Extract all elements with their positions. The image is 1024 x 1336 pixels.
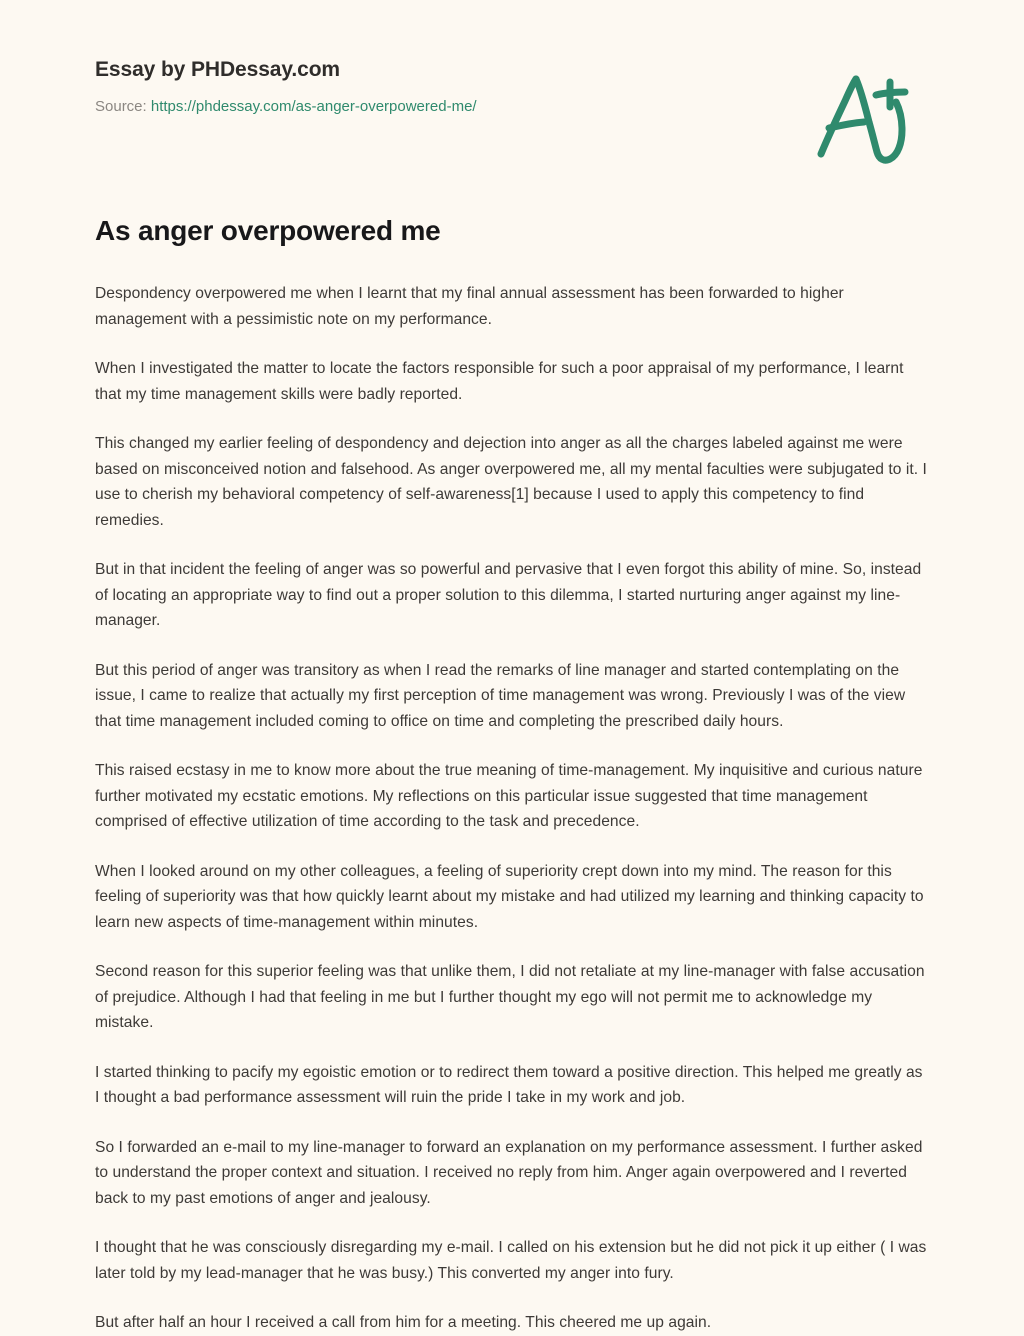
- paragraph: I thought that he was consciously disregarding my e-mail. I called on his extension but he did not pick it up either ( I was later told by my lead-manager that he was busy.) This converted my anger into fury.: [95, 1239, 927, 1282]
- brand-title: Essay by PHDessay.com: [95, 58, 340, 81]
- paragraph: When I looked around on my other colleagues, a feeling of superiority crept down into my mind. The reason for this feeling of superiority was that how quickly learnt about my mistake and had utilized my learning and thinking capacity to learn new aspects of time-management within minutes.: [95, 862, 924, 931]
- paragraph: Despondency overpowered me when I learnt that my final annual assessment has been forwarded to higher management with a pessimistic note on my performance.: [95, 285, 844, 328]
- brand-block: [95, 55, 715, 118]
- paragraph: Second reason for this superior feeling was that unlike them, I did not retaliate at my line-manager with false accusation of prejudice. Although I had that feeling in me but I further thought my ego will not permit me to acknowledge my mistake.: [95, 963, 925, 1031]
- paragraph: But after half an hour I received a call from him for a meeting. This cheered me up again.: [95, 1314, 712, 1331]
- document-header: [0, 0, 1024, 180]
- a-plus-logo-glyph: [812, 66, 912, 166]
- article-body: [95, 281, 931, 1336]
- paragraph: But this period of anger was transitory as when I read the remarks of line manager and started contemplating on the issue, I came to realize that actually my first perception of time management was wrong. Previously I was of the view that time management included coming to office on time and completing the prescribed daily hours.: [95, 661, 906, 730]
- paragraph: So I forwarded an e-mail to my line-manager to forward an explanation on my performance assessment. I further asked to understand the proper context and situation. I received no reply from him. Anger again overpowered and I reverted back to my past emotions of anger and jealousy.: [95, 1138, 923, 1207]
- paragraph: But in that incident the feeling of anger was so powerful and pervasive that I even forgot this ability of mine. So, instead of locating an appropriate way to find out a proper solution to this dilemma, I started nurturing anger against my line-manager.: [95, 561, 922, 629]
- article: [95, 213, 931, 1336]
- phdessay-a-plus-logo-icon[interactable]: [812, 66, 912, 166]
- page-title: As anger overpowered me: [95, 215, 441, 246]
- paragraph: When I investigated the matter to locate the factors responsible for such a poor appraisal of my performance, I learnt that my time management skills were badly reported.: [95, 360, 904, 403]
- source-url-link[interactable]: https://phdessay.com/as-anger-overpowered-me/: [150, 98, 477, 115]
- paragraph: This raised ecstasy in me to know more about the true meaning of time-management. My inquisitive and curious nature further motivated my ecstatic emotions. My reflections on this particular issue suggested that time management comprised of effective utilization of time according to the task and precedence.: [95, 762, 923, 830]
- paragraph: I started thinking to pacify my egoistic emotion or to redirect them toward a positive direction. This helped me greatly as I thought a bad performance assessment will ruin the pride I take in my work and job.: [95, 1063, 923, 1106]
- source-label: Source:: [95, 98, 147, 115]
- source-line: [95, 96, 715, 118]
- paragraph: This changed my earlier feeling of despondency and dejection into anger as all the charges labeled against me were based on misconceived notion and falsehood. As anger overpowered me, all my mental faculties were subjugated to it. I use to cherish my behavioral competency of self-awareness[1] because I used to apply this competency to find remedies.: [95, 435, 927, 529]
